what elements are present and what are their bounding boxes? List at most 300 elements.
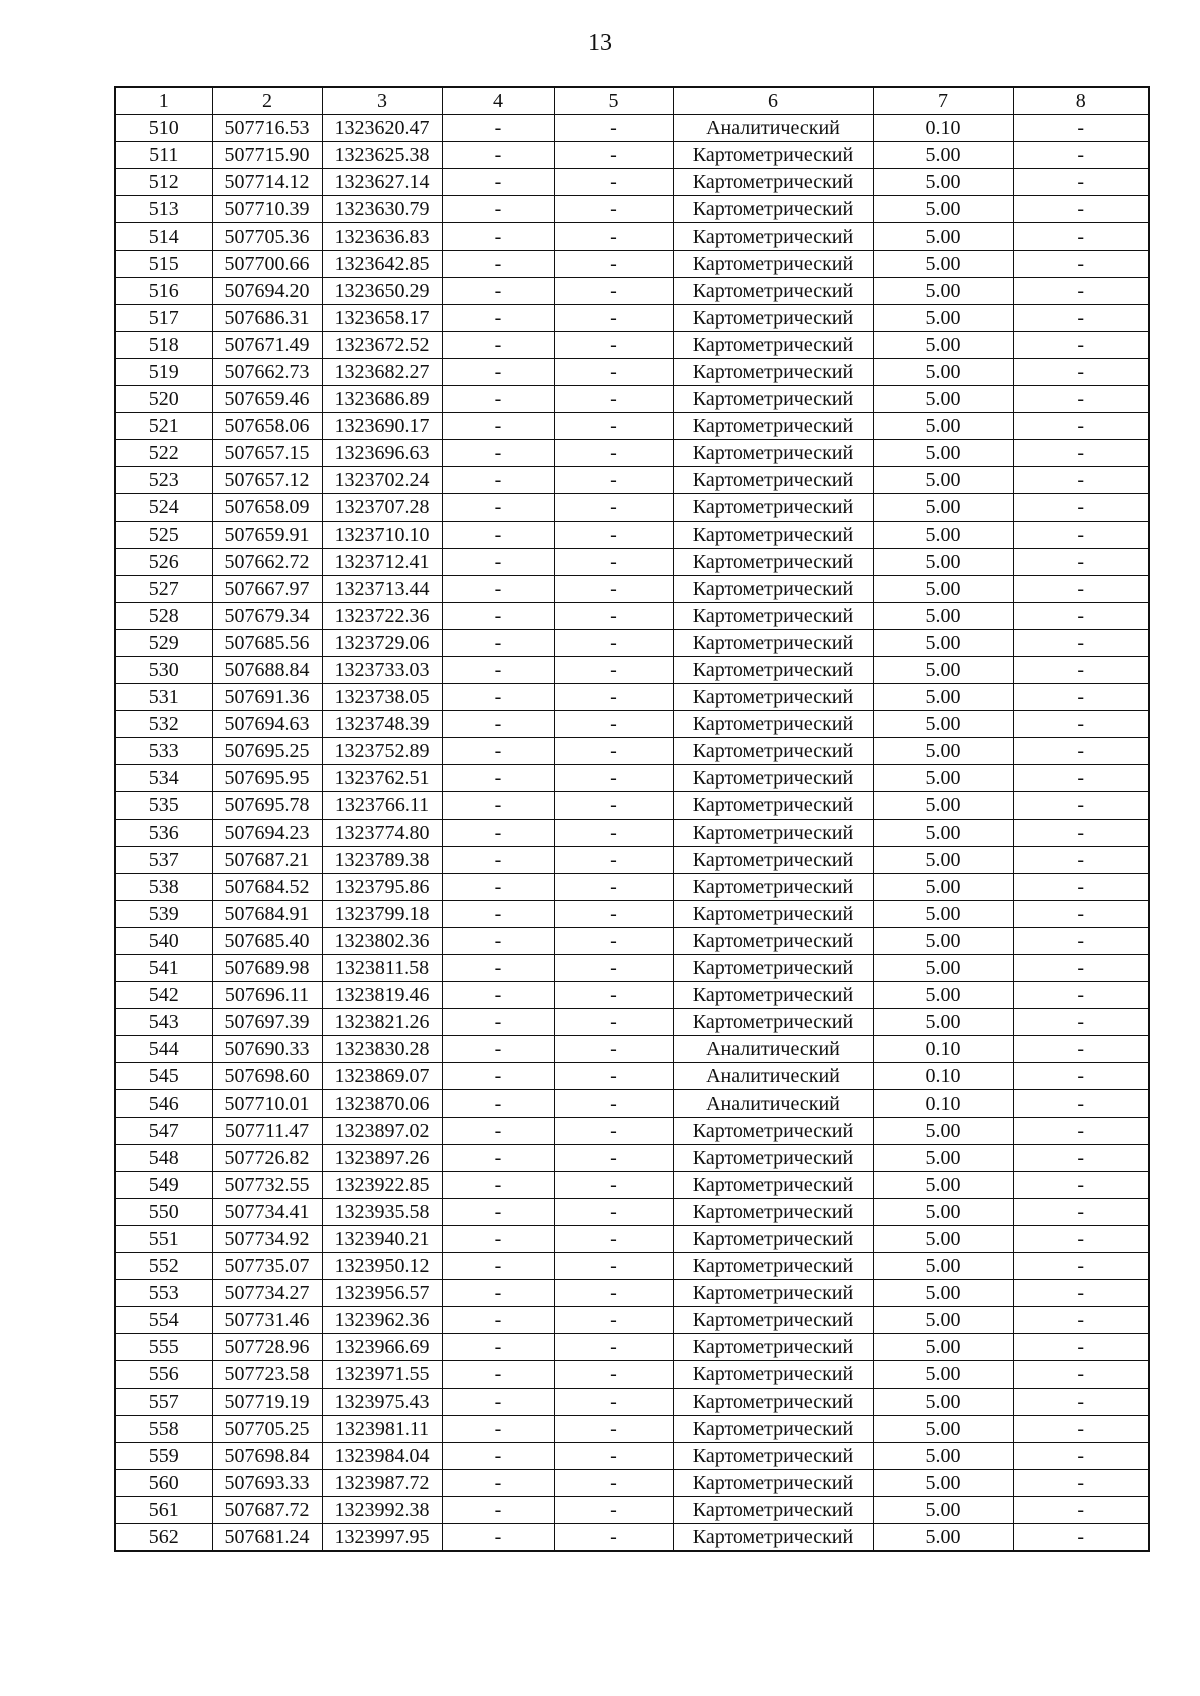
column-4-cell: - [442,1253,554,1280]
point-number-cell: 527 [115,575,212,602]
column-8-cell: - [1013,1523,1149,1551]
column-4-cell: - [442,1198,554,1225]
column-header: 3 [322,87,442,115]
accuracy-cell: 5.00 [873,548,1013,575]
x-coordinate-cell: 507693.33 [212,1469,322,1496]
point-number-cell: 514 [115,223,212,250]
accuracy-cell: 5.00 [873,1280,1013,1307]
column-4-cell: - [442,792,554,819]
accuracy-cell: 5.00 [873,656,1013,683]
x-coordinate-cell: 507686.31 [212,304,322,331]
point-number-cell: 522 [115,440,212,467]
method-cell: Картометрический [673,575,873,602]
table-row [115,873,1149,900]
method-cell: Картометрический [673,846,873,873]
table-row [115,358,1149,385]
column-5-cell: - [554,1009,673,1036]
column-8-cell: - [1013,250,1149,277]
column-4-cell: - [442,1523,554,1551]
y-coordinate-cell: 1323630.79 [322,196,442,223]
column-4-cell: - [442,575,554,602]
method-cell: Картометрический [673,494,873,521]
column-8-cell: - [1013,711,1149,738]
table-row [115,1280,1149,1307]
table-row [115,304,1149,331]
point-number-cell: 528 [115,602,212,629]
x-coordinate-cell: 507687.21 [212,846,322,873]
accuracy-cell: 5.00 [873,982,1013,1009]
column-4-cell: - [442,223,554,250]
point-number-cell: 529 [115,629,212,656]
point-number-cell: 510 [115,115,212,142]
method-cell: Аналитический [673,1036,873,1063]
column-8-cell: - [1013,277,1149,304]
column-4-cell: - [442,1307,554,1334]
column-8-cell: - [1013,1280,1149,1307]
column-header: 1 [115,87,212,115]
column-4-cell: - [442,982,554,1009]
column-5-cell: - [554,1388,673,1415]
column-5-cell: - [554,467,673,494]
point-number-cell: 521 [115,413,212,440]
method-cell: Картометрический [673,196,873,223]
x-coordinate-cell: 507667.97 [212,575,322,602]
column-5-cell: - [554,982,673,1009]
table-row [115,765,1149,792]
x-coordinate-cell: 507684.52 [212,873,322,900]
table-row [115,602,1149,629]
column-4-cell: - [442,521,554,548]
accuracy-cell: 5.00 [873,1144,1013,1171]
x-coordinate-cell: 507710.01 [212,1090,322,1117]
column-4-cell: - [442,440,554,467]
y-coordinate-cell: 1323620.47 [322,115,442,142]
x-coordinate-cell: 507658.06 [212,413,322,440]
y-coordinate-cell: 1323802.36 [322,927,442,954]
column-4-cell: - [442,629,554,656]
column-header: 5 [554,87,673,115]
accuracy-cell: 5.00 [873,873,1013,900]
point-number-cell: 536 [115,819,212,846]
x-coordinate-cell: 507723.58 [212,1361,322,1388]
table-row [115,955,1149,982]
point-number-cell: 511 [115,142,212,169]
accuracy-cell: 5.00 [873,629,1013,656]
x-coordinate-cell: 507691.36 [212,684,322,711]
method-cell: Картометрический [673,1334,873,1361]
y-coordinate-cell: 1323707.28 [322,494,442,521]
accuracy-cell: 5.00 [873,711,1013,738]
column-4-cell: - [442,1496,554,1523]
column-4-cell: - [442,900,554,927]
column-8-cell: - [1013,1361,1149,1388]
y-coordinate-cell: 1323962.36 [322,1307,442,1334]
point-number-cell: 544 [115,1036,212,1063]
table-row [115,1307,1149,1334]
column-5-cell: - [554,1144,673,1171]
point-number-cell: 554 [115,1307,212,1334]
table-row [115,413,1149,440]
x-coordinate-cell: 507700.66 [212,250,322,277]
point-number-cell: 560 [115,1469,212,1496]
method-cell: Картометрический [673,1469,873,1496]
table-row [115,792,1149,819]
y-coordinate-cell: 1323869.07 [322,1063,442,1090]
point-number-cell: 525 [115,521,212,548]
point-number-cell: 543 [115,1009,212,1036]
column-header: 7 [873,87,1013,115]
method-cell: Картометрический [673,1361,873,1388]
y-coordinate-cell: 1323897.26 [322,1144,442,1171]
accuracy-cell: 5.00 [873,1117,1013,1144]
y-coordinate-cell: 1323774.80 [322,819,442,846]
accuracy-cell: 5.00 [873,223,1013,250]
column-8-cell: - [1013,1469,1149,1496]
table-row [115,1469,1149,1496]
method-cell: Картометрический [673,250,873,277]
y-coordinate-cell: 1323712.41 [322,548,442,575]
column-5-cell: - [554,548,673,575]
x-coordinate-cell: 507710.39 [212,196,322,223]
column-8-cell: - [1013,1388,1149,1415]
column-5-cell: - [554,1469,673,1496]
point-number-cell: 512 [115,169,212,196]
column-5-cell: - [554,1117,673,1144]
accuracy-cell: 5.00 [873,304,1013,331]
table-row [115,738,1149,765]
method-cell: Картометрический [673,1496,873,1523]
x-coordinate-cell: 507695.95 [212,765,322,792]
method-cell: Картометрический [673,521,873,548]
accuracy-cell: 5.00 [873,386,1013,413]
table-row [115,1198,1149,1225]
x-coordinate-cell: 507658.09 [212,494,322,521]
column-8-cell: - [1013,494,1149,521]
accuracy-cell: 5.00 [873,602,1013,629]
accuracy-cell: 5.00 [873,1009,1013,1036]
column-4-cell: - [442,955,554,982]
point-number-cell: 550 [115,1198,212,1225]
method-cell: Картометрический [673,1009,873,1036]
accuracy-cell: 5.00 [873,1307,1013,1334]
table-row [115,711,1149,738]
column-4-cell: - [442,304,554,331]
accuracy-cell: 5.00 [873,1334,1013,1361]
table-header-row [115,87,1149,115]
x-coordinate-cell: 507694.23 [212,819,322,846]
y-coordinate-cell: 1323733.03 [322,656,442,683]
column-8-cell: - [1013,846,1149,873]
table-row [115,115,1149,142]
column-8-cell: - [1013,927,1149,954]
accuracy-cell: 5.00 [873,413,1013,440]
column-8-cell: - [1013,1117,1149,1144]
point-number-cell: 555 [115,1334,212,1361]
table-row [115,142,1149,169]
method-cell: Картометрический [673,1117,873,1144]
y-coordinate-cell: 1323940.21 [322,1225,442,1252]
x-coordinate-cell: 507732.55 [212,1171,322,1198]
y-coordinate-cell: 1323696.63 [322,440,442,467]
x-coordinate-cell: 507711.47 [212,1117,322,1144]
point-number-cell: 549 [115,1171,212,1198]
x-coordinate-cell: 507726.82 [212,1144,322,1171]
column-8-cell: - [1013,521,1149,548]
y-coordinate-cell: 1323650.29 [322,277,442,304]
column-4-cell: - [442,196,554,223]
column-4-cell: - [442,250,554,277]
y-coordinate-cell: 1323642.85 [322,250,442,277]
column-4-cell: - [442,1036,554,1063]
table-row [115,656,1149,683]
point-number-cell: 540 [115,927,212,954]
column-5-cell: - [554,1307,673,1334]
y-coordinate-cell: 1323658.17 [322,304,442,331]
point-number-cell: 558 [115,1415,212,1442]
y-coordinate-cell: 1323922.85 [322,1171,442,1198]
point-number-cell: 519 [115,358,212,385]
y-coordinate-cell: 1323992.38 [322,1496,442,1523]
y-coordinate-cell: 1323821.26 [322,1009,442,1036]
column-4-cell: - [442,1280,554,1307]
y-coordinate-cell: 1323966.69 [322,1334,442,1361]
point-number-cell: 539 [115,900,212,927]
column-8-cell: - [1013,1144,1149,1171]
y-coordinate-cell: 1323702.24 [322,467,442,494]
y-coordinate-cell: 1323987.72 [322,1469,442,1496]
accuracy-cell: 5.00 [873,1171,1013,1198]
column-4-cell: - [442,169,554,196]
y-coordinate-cell: 1323997.95 [322,1523,442,1551]
column-8-cell: - [1013,1225,1149,1252]
point-number-cell: 531 [115,684,212,711]
y-coordinate-cell: 1323710.10 [322,521,442,548]
column-5-cell: - [554,1415,673,1442]
table-row [115,1415,1149,1442]
table-row [115,1144,1149,1171]
y-coordinate-cell: 1323789.38 [322,846,442,873]
table-row [115,196,1149,223]
table-row [115,1442,1149,1469]
column-5-cell: - [554,1442,673,1469]
table-row [115,1523,1149,1551]
column-8-cell: - [1013,819,1149,846]
column-header: 4 [442,87,554,115]
y-coordinate-cell: 1323935.58 [322,1198,442,1225]
column-5-cell: - [554,1496,673,1523]
table-row [115,1063,1149,1090]
x-coordinate-cell: 507695.78 [212,792,322,819]
table-row [115,440,1149,467]
column-5-cell: - [554,955,673,982]
x-coordinate-cell: 507716.53 [212,115,322,142]
table-row [115,223,1149,250]
column-5-cell: - [554,1334,673,1361]
column-4-cell: - [442,927,554,954]
column-4-cell: - [442,873,554,900]
x-coordinate-cell: 507731.46 [212,1307,322,1334]
method-cell: Картометрический [673,413,873,440]
column-4-cell: - [442,765,554,792]
table-row [115,169,1149,196]
column-8-cell: - [1013,1442,1149,1469]
accuracy-cell: 5.00 [873,250,1013,277]
table-row [115,1496,1149,1523]
y-coordinate-cell: 1323819.46 [322,982,442,1009]
y-coordinate-cell: 1323971.55 [322,1361,442,1388]
table-row [115,575,1149,602]
column-4-cell: - [442,819,554,846]
x-coordinate-cell: 507684.91 [212,900,322,927]
point-number-cell: 518 [115,331,212,358]
method-cell: Картометрический [673,1144,873,1171]
column-8-cell: - [1013,169,1149,196]
column-8-cell: - [1013,1009,1149,1036]
y-coordinate-cell: 1323672.52 [322,331,442,358]
column-5-cell: - [554,656,673,683]
column-8-cell: - [1013,900,1149,927]
column-8-cell: - [1013,1171,1149,1198]
coordinates-table [114,86,1150,1552]
method-cell: Картометрический [673,711,873,738]
point-number-cell: 517 [115,304,212,331]
x-coordinate-cell: 507657.12 [212,467,322,494]
column-8-cell: - [1013,548,1149,575]
y-coordinate-cell: 1323729.06 [322,629,442,656]
table-row [115,1036,1149,1063]
table-row [115,629,1149,656]
column-8-cell: - [1013,142,1149,169]
accuracy-cell: 5.00 [873,846,1013,873]
column-5-cell: - [554,575,673,602]
x-coordinate-cell: 507714.12 [212,169,322,196]
table-row [115,1090,1149,1117]
table-row [115,331,1149,358]
column-5-cell: - [554,277,673,304]
column-8-cell: - [1013,115,1149,142]
column-8-cell: - [1013,223,1149,250]
y-coordinate-cell: 1323975.43 [322,1388,442,1415]
x-coordinate-cell: 507705.25 [212,1415,322,1442]
table-row [115,846,1149,873]
method-cell: Картометрический [673,602,873,629]
method-cell: Картометрический [673,900,873,927]
column-4-cell: - [442,1225,554,1252]
y-coordinate-cell: 1323950.12 [322,1253,442,1280]
column-header: 6 [673,87,873,115]
method-cell: Картометрический [673,1198,873,1225]
column-8-cell: - [1013,656,1149,683]
point-number-cell: 537 [115,846,212,873]
column-8-cell: - [1013,1253,1149,1280]
point-number-cell: 515 [115,250,212,277]
accuracy-cell: 5.00 [873,955,1013,982]
column-4-cell: - [442,1361,554,1388]
column-5-cell: - [554,1361,673,1388]
y-coordinate-cell: 1323752.89 [322,738,442,765]
table-row [115,1009,1149,1036]
method-cell: Картометрический [673,819,873,846]
x-coordinate-cell: 507685.40 [212,927,322,954]
method-cell: Картометрический [673,873,873,900]
accuracy-cell: 5.00 [873,196,1013,223]
accuracy-cell: 5.00 [873,1415,1013,1442]
y-coordinate-cell: 1323690.17 [322,413,442,440]
point-number-cell: 561 [115,1496,212,1523]
y-coordinate-cell: 1323811.58 [322,955,442,982]
column-5-cell: - [554,1280,673,1307]
column-8-cell: - [1013,955,1149,982]
x-coordinate-cell: 507662.73 [212,358,322,385]
column-8-cell: - [1013,196,1149,223]
column-8-cell: - [1013,792,1149,819]
column-5-cell: - [554,819,673,846]
x-coordinate-cell: 507719.19 [212,1388,322,1415]
column-8-cell: - [1013,386,1149,413]
method-cell: Картометрический [673,629,873,656]
x-coordinate-cell: 507734.92 [212,1225,322,1252]
x-coordinate-cell: 507659.46 [212,386,322,413]
accuracy-cell: 5.00 [873,467,1013,494]
accuracy-cell: 5.00 [873,792,1013,819]
y-coordinate-cell: 1323795.86 [322,873,442,900]
x-coordinate-cell: 507685.56 [212,629,322,656]
column-4-cell: - [442,1117,554,1144]
column-8-cell: - [1013,602,1149,629]
accuracy-cell: 5.00 [873,1469,1013,1496]
column-5-cell: - [554,1090,673,1117]
column-5-cell: - [554,711,673,738]
accuracy-cell: 5.00 [873,494,1013,521]
table-row [115,1117,1149,1144]
column-4-cell: - [442,413,554,440]
column-4-cell: - [442,115,554,142]
column-4-cell: - [442,1090,554,1117]
accuracy-cell: 5.00 [873,277,1013,304]
column-5-cell: - [554,738,673,765]
table-row [115,1388,1149,1415]
column-5-cell: - [554,629,673,656]
column-5-cell: - [554,1225,673,1252]
y-coordinate-cell: 1323625.38 [322,142,442,169]
method-cell: Картометрический [673,765,873,792]
y-coordinate-cell: 1323722.36 [322,602,442,629]
table-row [115,1225,1149,1252]
column-8-cell: - [1013,467,1149,494]
column-8-cell: - [1013,684,1149,711]
accuracy-cell: 5.00 [873,358,1013,385]
method-cell: Картометрический [673,548,873,575]
column-5-cell: - [554,169,673,196]
method-cell: Картометрический [673,684,873,711]
accuracy-cell: 5.00 [873,1388,1013,1415]
x-coordinate-cell: 507688.84 [212,656,322,683]
y-coordinate-cell: 1323762.51 [322,765,442,792]
column-5-cell: - [554,602,673,629]
column-5-cell: - [554,684,673,711]
method-cell: Картометрический [673,1307,873,1334]
x-coordinate-cell: 507697.39 [212,1009,322,1036]
column-4-cell: - [442,494,554,521]
column-8-cell: - [1013,575,1149,602]
point-number-cell: 551 [115,1225,212,1252]
table-row [115,684,1149,711]
accuracy-cell: 5.00 [873,1442,1013,1469]
column-4-cell: - [442,1469,554,1496]
method-cell: Картометрический [673,169,873,196]
method-cell: Картометрический [673,386,873,413]
point-number-cell: 545 [115,1063,212,1090]
